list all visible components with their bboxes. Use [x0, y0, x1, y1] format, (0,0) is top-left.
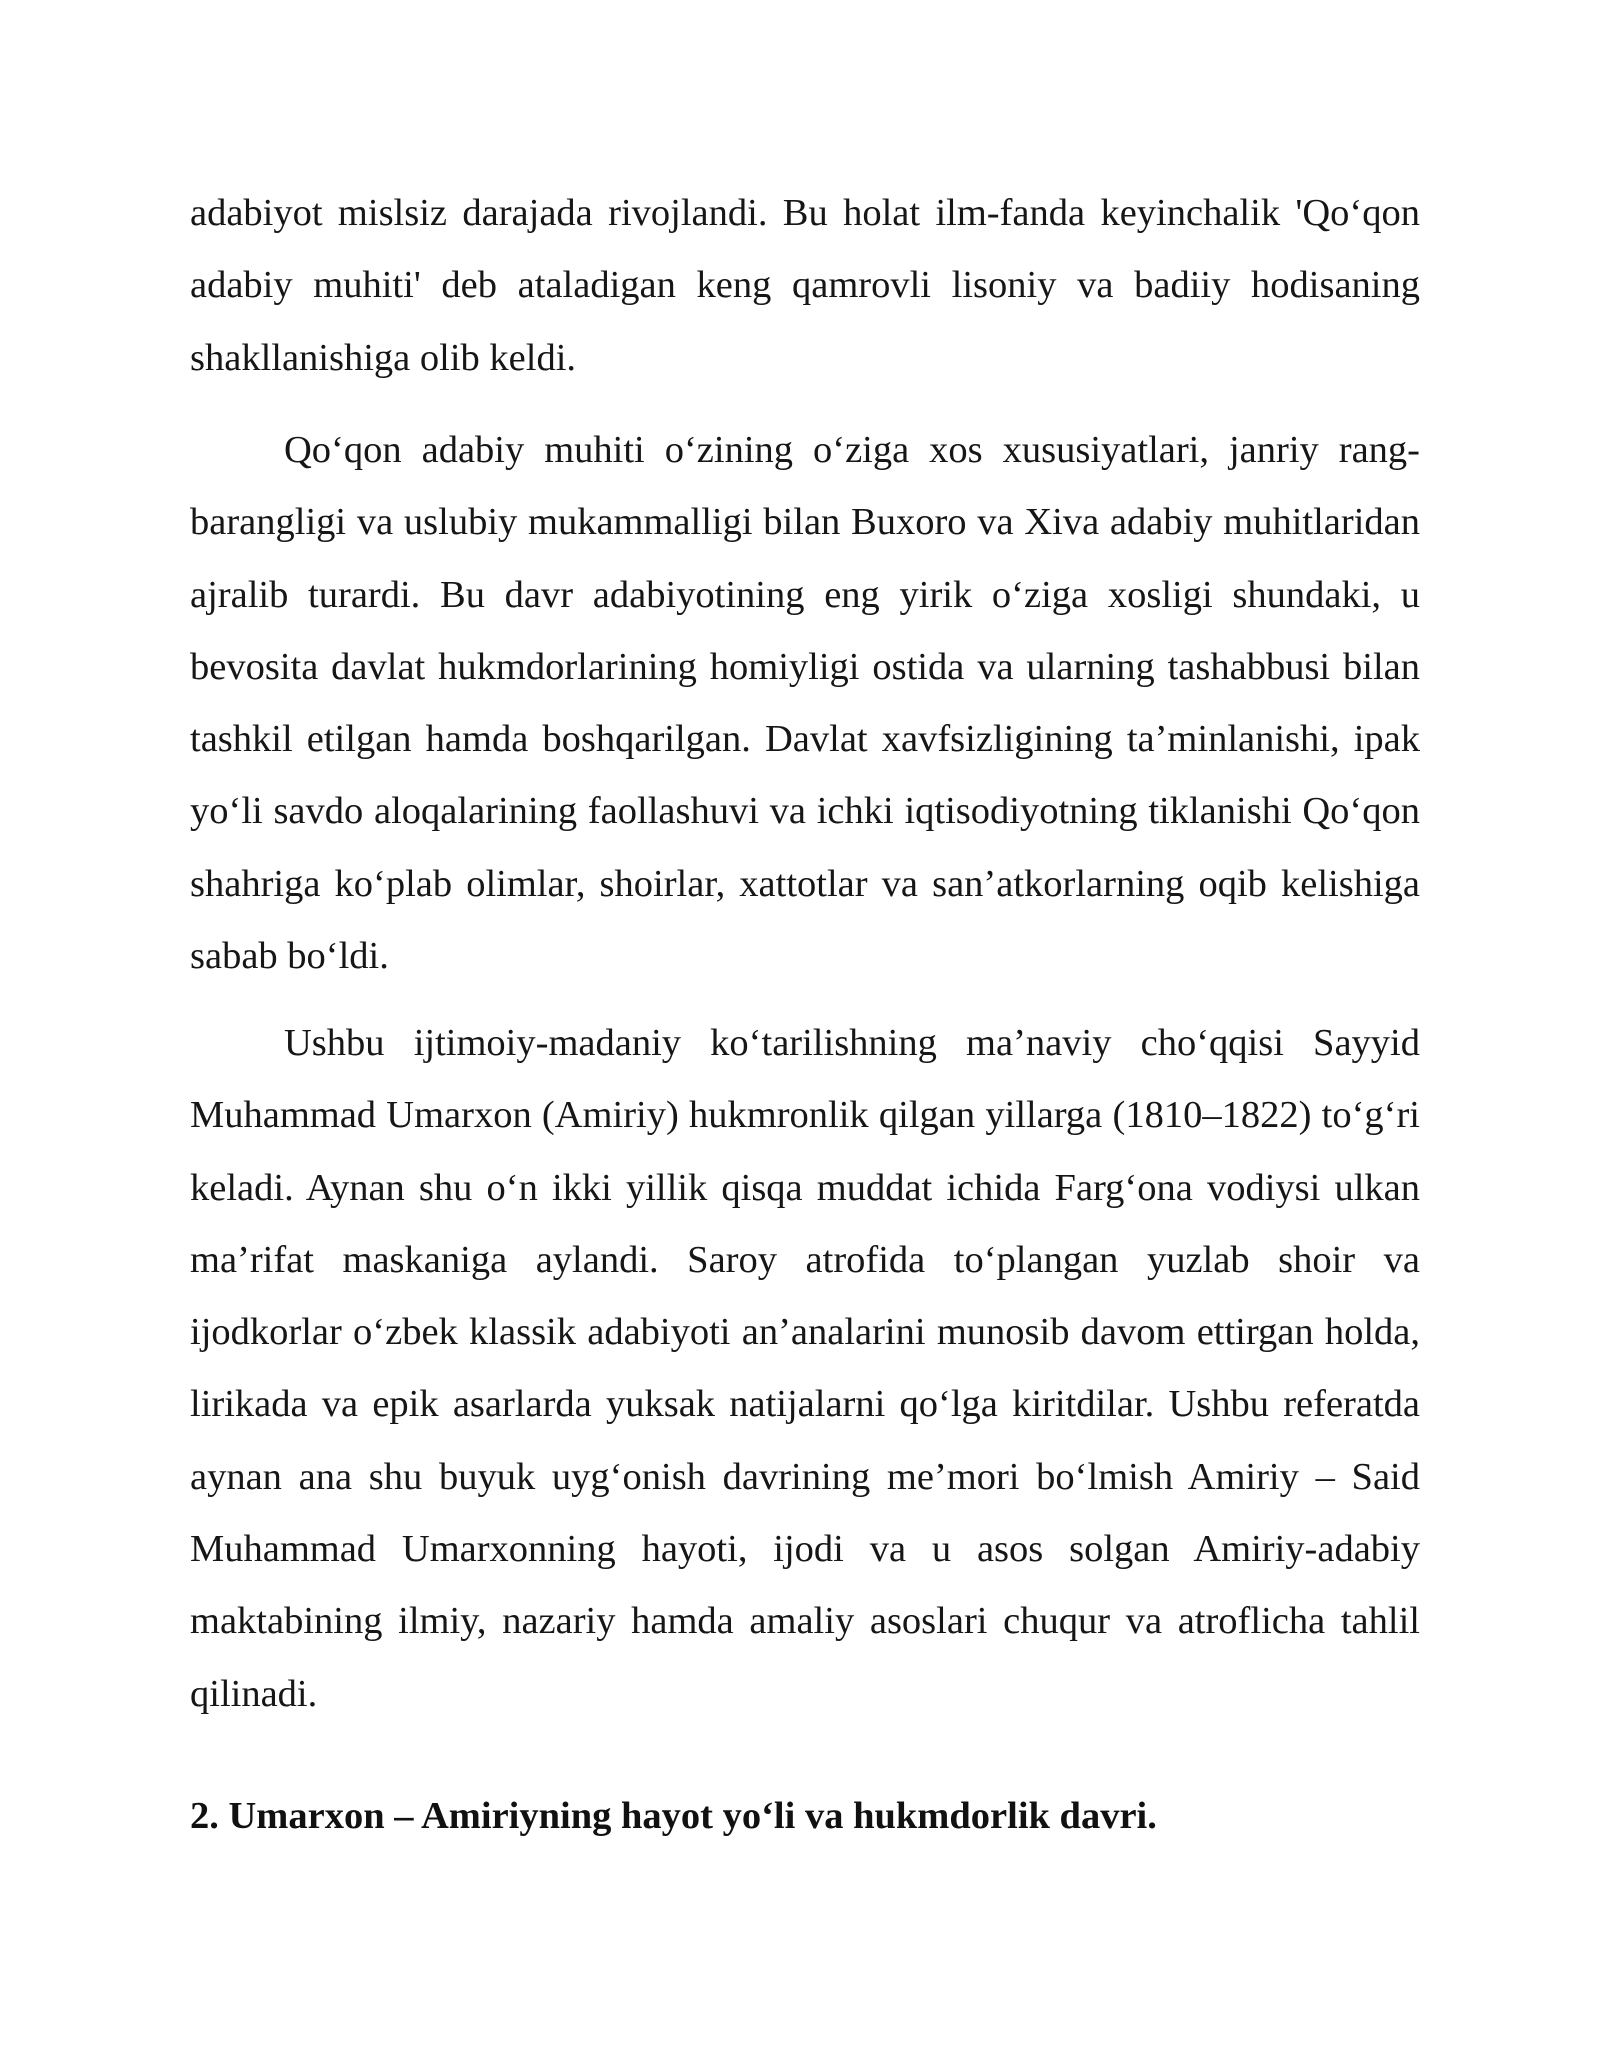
section-heading: 2. Umarxon – Amiriyning hayot yo‘li va hukmdorlik davri. [190, 1795, 1157, 1837]
paragraph-continuation [190, 177, 1420, 394]
paragraph-qoqon-literary-environment [190, 414, 1420, 992]
paragraph-text: Ushbu ijtimoiy-madaniy ko‘tarilishning ma’naviy cho‘qqisi Sayyid Muhammad Umarxon (Amiriy) hukmronlik qilgan yillarga (1810–1822) to‘g‘ri keladi. Aynan shu o‘n ikki yillik qisqa muddat ichida Farg‘ona vodiysi ulkan ma’rifat maskaniga aylandi. Saroy atrofida to‘plangan yuzlab shoir va ijodkorlar o‘zbek klassik adabiyoti an’analarini munosib davom ettirgan holda, lirikada va epik asarlarda yuksak natijalarni qo‘lga kiritdilar. Ushbu referatda aynan ana shu buyuk uyg‘onish davrining me’mori bo‘lmish Amiriy – Said Muhammad Umarxonning hayoti, ijodi va u asos solgan Amiriy-adabiy maktabining ilmiy, nazariy hamda amaliy asoslari chuqur va atroflicha tahlil qilinadi. [190, 1022, 1420, 1715]
paragraph-text: adabiyot mislsiz darajada rivojlandi. Bu holat ilm-fanda keyinchalik 'Qo‘qon adabiy muhiti' deb ataladigan keng qamrovli lisoniy va badiiy hodisaning shakllanishiga olib keldi. [190, 192, 1420, 379]
paragraph-umarxon-era [190, 1007, 1420, 1730]
paragraph-text: Qo‘qon adabiy muhiti o‘zining o‘ziga xos xususiyatlari, janriy rang-barangligi va uslubiy mukammalligi bilan Buxoro va Xiva adabiy muhitlaridan ajralib turardi. Bu davr adabiyotining eng yirik o‘ziga xosligi shundaki, u bevosita davlat hukmdorlarining homiyligi ostida va ularning tashabbusi bilan tashkil etilgan hamda boshqarilgan. Davlat xavfsizligining ta’minlanishi, ipak yo‘li savdo aloqalarining faollashuvi va ichki iqtisodiyotning tiklanishi Qo‘qon shahriga ko‘plab olimlar, shoirlar, xattotlar va san’atkorlarning oqib kelishiga sabab bo‘ldi. [190, 429, 1420, 978]
